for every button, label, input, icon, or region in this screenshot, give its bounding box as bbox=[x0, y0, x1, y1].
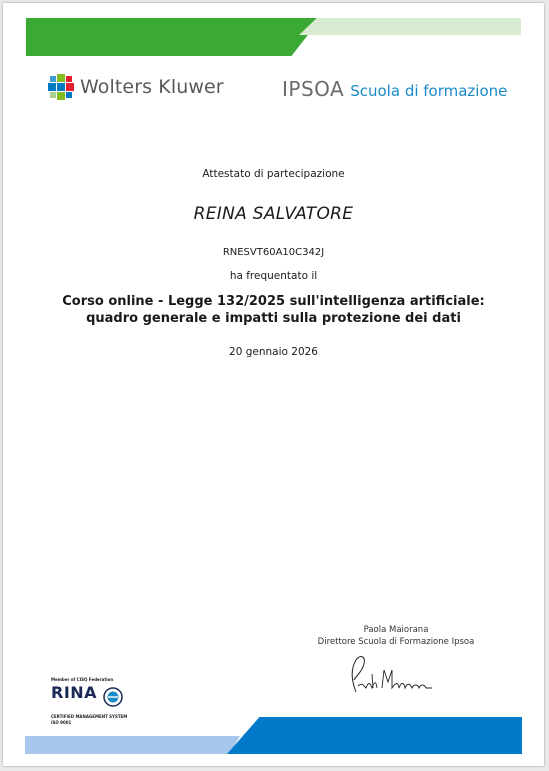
ipsoa-subtitle: Scuola di formazione bbox=[350, 82, 508, 100]
cisq-federation-text: Member of CISQ Federation bbox=[51, 677, 114, 682]
publisher-name: Wolters Kluwer bbox=[80, 76, 224, 98]
iso-standard-text: ISO 9001 bbox=[51, 720, 72, 725]
participant-name: REINA SALVATORE bbox=[193, 204, 354, 224]
signer-name: Paola Maiorana bbox=[363, 625, 429, 635]
course-title: Corso online - Legge 132/2025 sull'intelligenza artificiale: quadro generale e impatti sulla protezione dei dati bbox=[62, 294, 485, 326]
certification-seal-icon bbox=[103, 687, 123, 707]
signature-icon bbox=[346, 652, 436, 698]
top-light-band bbox=[299, 18, 521, 35]
certified-system-text: CERTIFIED MANAGEMENT SYSTEM bbox=[51, 714, 128, 719]
wolters-kluwer-logo bbox=[48, 74, 224, 100]
rina-brand: RINA bbox=[51, 683, 98, 702]
ipsoa-brand: IPSOA bbox=[282, 77, 345, 101]
tax-code: RNESVT60A10C342J bbox=[222, 247, 325, 258]
certificate-date: 20 gennaio 2026 bbox=[229, 346, 318, 358]
signer-role: Direttore Scuola di Formazione Ipsoa bbox=[317, 637, 475, 647]
bottom-light-band bbox=[25, 736, 240, 754]
attended-text: ha frequentato il bbox=[229, 270, 318, 282]
ipsoa-logo bbox=[282, 77, 507, 101]
bottom-blue-band bbox=[227, 717, 522, 754]
rina-certification-logo bbox=[49, 677, 129, 731]
certificate-heading: Attestato di partecipazione bbox=[202, 168, 345, 180]
certificate-page bbox=[3, 3, 544, 766]
top-green-band bbox=[26, 18, 321, 56]
wolters-kluwer-mark-icon bbox=[48, 74, 74, 100]
